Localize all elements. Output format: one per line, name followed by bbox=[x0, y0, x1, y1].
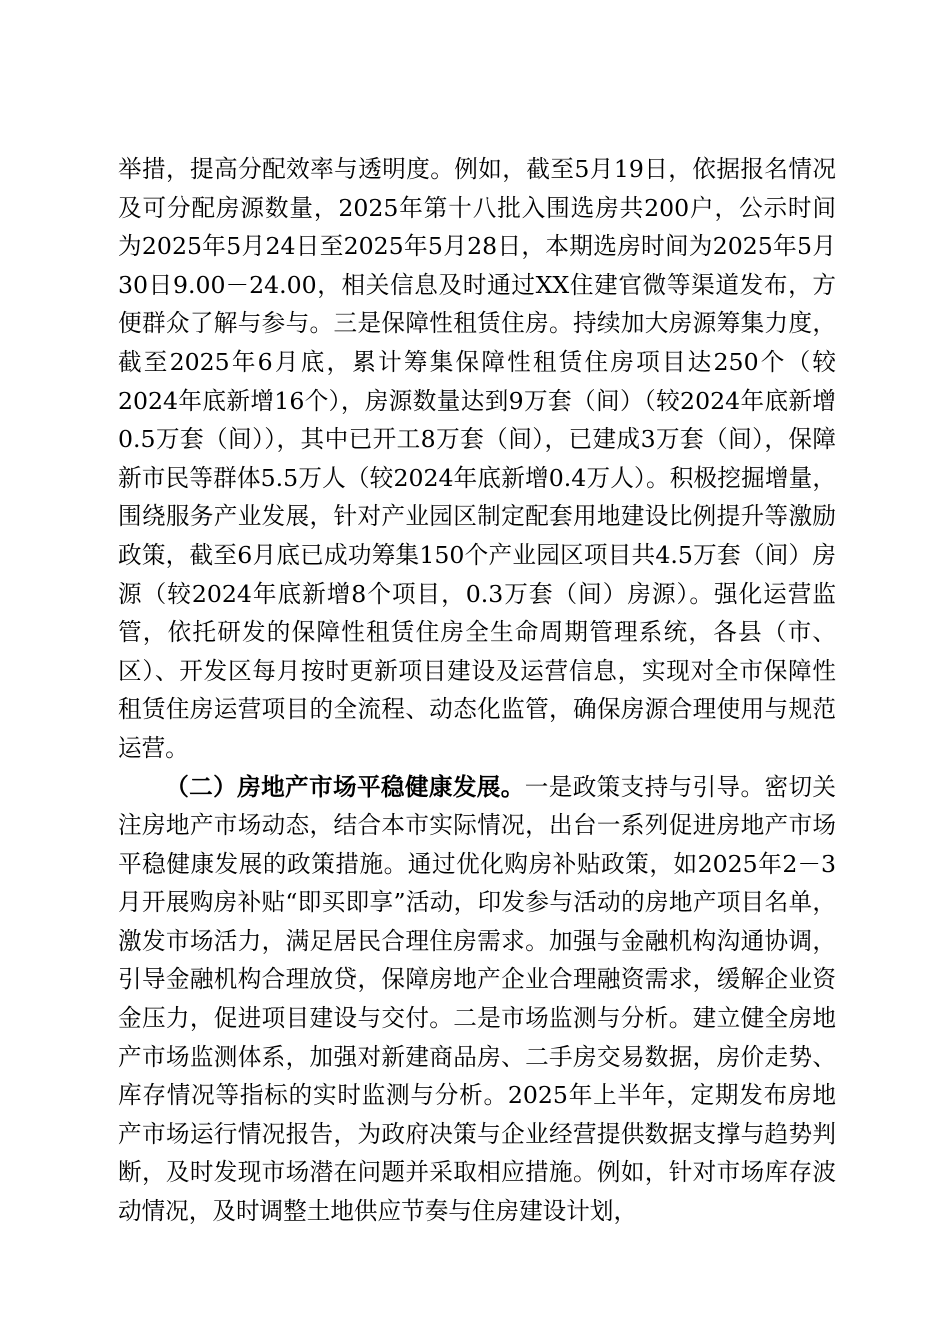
paragraph-real-estate-market bbox=[118, 768, 836, 1231]
paragraph-text: 一是政策支持与引导。密切关注房地产市场动态，结合本市实际情况，出台一系列促进房地产市场平稳健康发展的政策措施。通过优化购房补贴政策，如2025年2－3月开展购房补贴“即买即享”活动，印发参与活动的房地产项目名单，激发市场活力，满足居民合理住房需求。加强与金融机构沟通协调，引导金融机构合理放贷，保障房地产企业合理融资需求，缓解企业资金压力，促进项目建设与交付。二是市场监测与分析。建立健全房地产市场监测体系，加强对新建商品房、二手房交易数据，房价走势、库存情况等指标的实时监测与分析。2025年上半年，定期发布房地产市场运行情况报告，为政府决策与企业经营提供数据支撑与趋势判断，及时发现市场潜在问题并采取相应措施。例如，针对市场库存波动情况，及时调整土地供应节奏与住房建设计划， bbox=[118, 772, 837, 1226]
section-heading: （二）房地产市场平稳健康发展。 bbox=[165, 772, 525, 801]
paragraph-housing-allocation bbox=[118, 150, 836, 768]
document-page bbox=[118, 150, 836, 1231]
paragraph-text: 举措，提高分配效率与透明度。例如，截至5月19日，依据报名情况及可分配房源数量，2025年第十八批入围选房共200户，公示时间为2025年5月24日至2025年5月28日，本期选房时间为2025年5月30日9.00－24.00，相关信息及时通过XX住建官微等渠道发布，方便群众了解与参与。三是保障性租赁住房。持续加大房源筹集力度，截至2025年6月底，累计筹集保障性租赁住房项目达250个（较2024年底新增16个），房源数量达到9万套（间）（较2024年底新增0.5万套（间）），其中已开工8万套（间），已建成3万套（间），保障新市民等群体5.5万人（较2024年底新增0.4万人）。积极挖掘增量，围绕服务产业发展，针对产业园区制定配套用地建设比例提升等激励政策，截至6月底已成功筹集150个产业园区项目共4.5万套（间）房源（较2024年底新增8个项目，0.3万套（间）房源）。强化运营监管，依托研发的保障性租赁住房全生命周期管理系统，各县（市、区）、开发区每月按时更新项目建设及运营信息，实现对全市保障性租赁住房运营项目的全流程、动态化监管，确保房源合理使用与规范运营。 bbox=[118, 155, 836, 762]
